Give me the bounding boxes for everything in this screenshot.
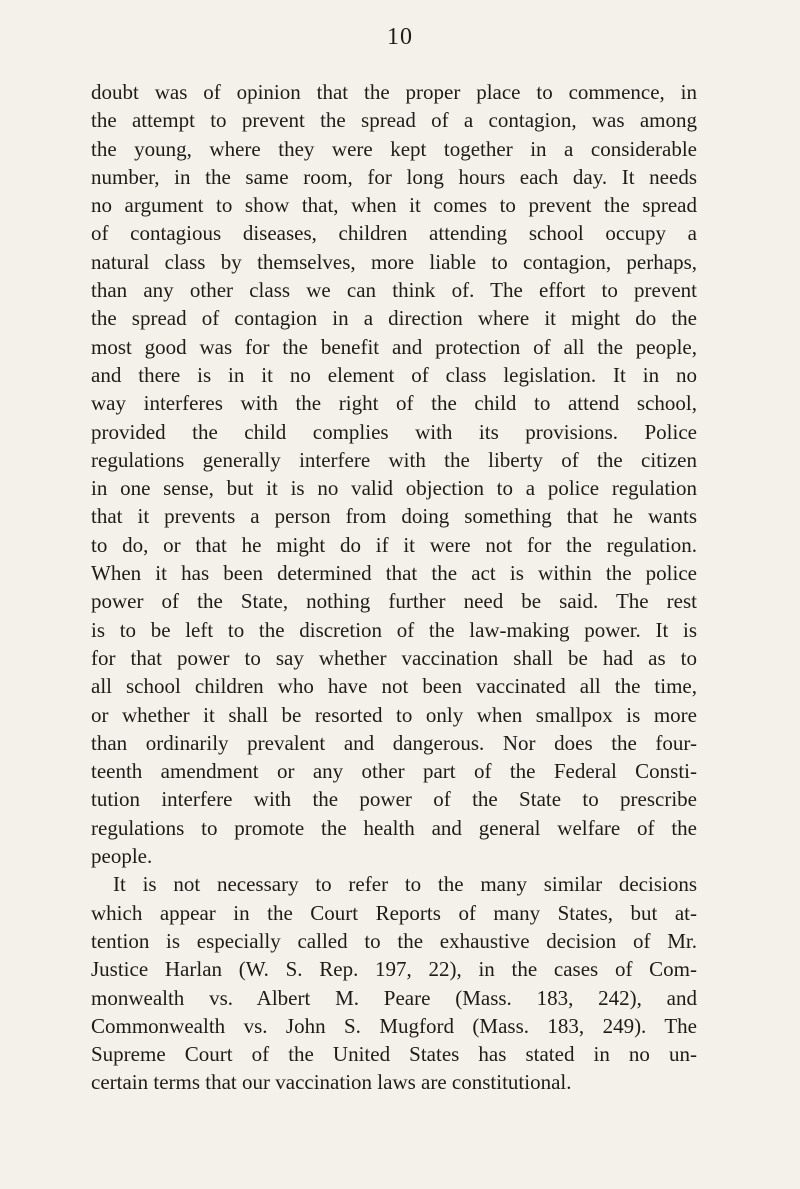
text-line: monwealth vs. Albert M. Peare (Mass. 183, 242), and (91, 985, 697, 1010)
text-line: the young, where they were kept together in a considerable (91, 136, 697, 161)
text-line: no argument to show that, when it comes to prevent the spread (91, 193, 697, 218)
body-text (91, 78, 697, 1097)
text-line: than ordinarily prevalent and dangerous. Nor does the four- (91, 730, 697, 755)
text-line: the attempt to prevent the spread of a contagion, was among (91, 108, 697, 133)
text-line: than any other class we can think of. The effort to prevent (91, 278, 697, 303)
text-line: doubt was of opinion that the proper place to commence, in (91, 80, 697, 104)
text-line: number, in the same room, for long hours each day. It needs (91, 164, 697, 189)
text-line: which appear in the Court Reports of many States, but at- (91, 900, 697, 925)
text-line: It is not necessary to refer to the many similar decisions (113, 872, 697, 897)
page-number: 10 (387, 24, 413, 50)
text-line: and there is in it no element of class legislation. It in no (91, 362, 697, 387)
text-line: natural class by themselves, more liable to contagion, perhaps, (91, 249, 697, 274)
text-line: power of the State, nothing further need be said. The rest (91, 589, 697, 614)
text-line: the spread of contagion in a direction where it might do the (91, 306, 697, 331)
text-line: Justice Harlan (W. S. Rep. 197, 22), in the cases of Com- (91, 957, 697, 982)
text-line: is to be left to the discretion of the law-making power. It is (91, 617, 697, 642)
text-line: or whether it shall be resorted to only when smallpox is more (91, 702, 697, 727)
text-line: When it has been determined that the act is within the police (91, 561, 697, 586)
text-line: Commonwealth vs. John S. Mugford (Mass. 183, 249). The (91, 1013, 697, 1038)
text-line: in one sense, but it is no valid objection to a police regulation (91, 476, 697, 501)
paragraph-1 (91, 78, 697, 870)
text-line: tention is especially called to the exhaustive decision of Mr. (91, 928, 697, 953)
text-line: most good was for the benefit and protection of all the people, (91, 334, 697, 359)
text-line: that it prevents a person from doing something that he wants (91, 504, 697, 529)
paragraph-2 (91, 870, 697, 1096)
text-line: provided the child complies with its provisions. Police (91, 419, 697, 444)
text-line: people. (91, 844, 153, 869)
text-line: tution interfere with the power of the State to prescribe (91, 787, 697, 812)
text-line: for that power to say whether vaccination shall be had as to (91, 645, 697, 670)
text-line: teenth amendment or any other part of the Federal Consti- (91, 759, 697, 784)
text-line: certain terms that our vaccination laws are constitutional. (91, 1070, 572, 1095)
text-line: to do, or that he might do if it were not for the regulation. (91, 532, 697, 557)
text-line: of contagious diseases, children attending school occupy a (91, 221, 697, 246)
text-line: regulations to promote the health and general welfare of the (91, 815, 697, 840)
text-line: regulations generally interfere with the liberty of the citizen (91, 447, 697, 472)
text-line: way interferes with the right of the child to attend school, (91, 391, 697, 416)
text-line: all school children who have not been vaccinated all the time, (91, 674, 697, 699)
text-line: Supreme Court of the United States has stated in no un- (91, 1042, 697, 1067)
